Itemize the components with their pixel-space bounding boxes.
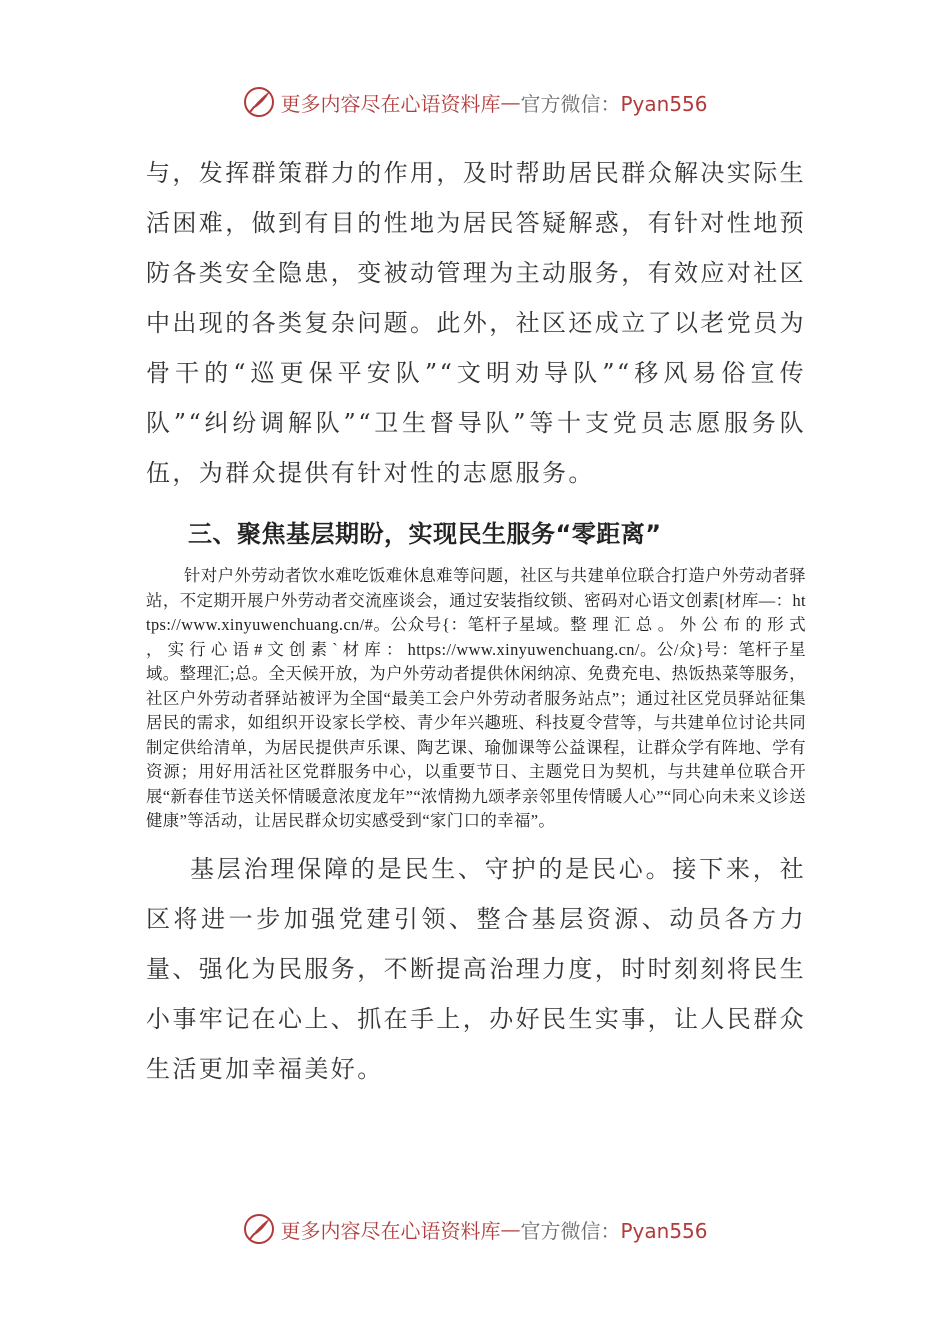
paragraph-1: 与，发挥群策群力的作用，及时帮助居民群众解决实际生活困难，做到有目的性地为居民答疑解惑，有针对性地预防各类安全隐患，变被动管理为主动服务，有效应对社区中出现的各类复杂问题。此外，社区还成立了以老党员为骨干的“巡更保平安队”“文明劝导队”“移风易俗宣传队”“纠纷调解队”“卫生督导队”等十支党员志愿服务队伍，为群众提供有针对性的志愿服务。 <box>146 159 806 487</box>
banner-separator: — <box>500 90 521 114</box>
document-body <box>146 148 806 1094</box>
banner-brand-text: 更多内容尽在心语资料库 <box>280 91 501 116</box>
paragraph-3: 基层治理保障的是民生、守护的是民心。接下来，社区将进一步加强党建引领、整合基层资源、动员各方力量、强化为民服务，不断提高治理力度，时时刻刻将民生小事牢记在心上、抓在手上，办好民生实事，让人民群众生活更加幸福美好。 <box>146 854 806 1083</box>
section-heading-3: 三、聚焦基层期盼，实现民生服务“零距离” <box>188 520 662 548</box>
banner-handle: Pyan556 <box>620 91 708 116</box>
quill-logo-icon <box>242 85 276 119</box>
banner-separator: — <box>500 1217 521 1241</box>
header-banner <box>0 80 950 124</box>
banner-suffix <box>520 88 707 117</box>
banner-handle: Pyan556 <box>620 1218 708 1243</box>
banner-suffix <box>520 1215 707 1244</box>
paragraph-2: 针对户外劳动者饮水难吃饭难休息难等问题，社区与共建单位联合打造户外劳动者驿站，不定期开展户外劳动者交流座谈会，通过安装指纹锁、密码对心语文创素[材库—：https://www.xinyuwenchuang.cn/#。公众号{：笔杆子星域。整 理 汇 总 。 外 公 布 的 形 式 ， 实 行 心 语 # 文 创 素 ` 材 库 ： https://www.xinyuwenchuang.cn/。公/众}号：笔杆子星域。整理汇;总。全天候开放，为户外劳动者提供休闲纳凉、免费充电、热饭热菜等服务，社区户外劳动者驿站被评为全国“最美工会户外劳动者服务站点”；通过社区党员驿站征集居民的需求，如组织开设家长学校、青少年兴趣班、科技夏令营等，与共建单位讨论共同制定供给清单，为居民提供声乐课、陶艺课、瑜伽课等公益课程，让群众学有阵地、学有资源；用好用活社区党群服务中心，以重要节日、主题党日为契机，与共建单位联合开展“新春佳节送关怀情暖意浓度龙年”“浓情拗九颂孝亲邻里传情暖人心”“同心向未来义诊送健康”等活动，让居民群众切实感受到“家门口的幸福”。 <box>146 566 806 830</box>
banner-suffix-label: 官方微信： <box>520 1218 621 1243</box>
quill-logo-icon <box>242 1212 276 1246</box>
banner-suffix-label: 官方微信： <box>520 91 621 116</box>
banner-brand-text: 更多内容尽在心语资料库 <box>280 1218 501 1243</box>
footer-banner <box>0 1207 950 1251</box>
